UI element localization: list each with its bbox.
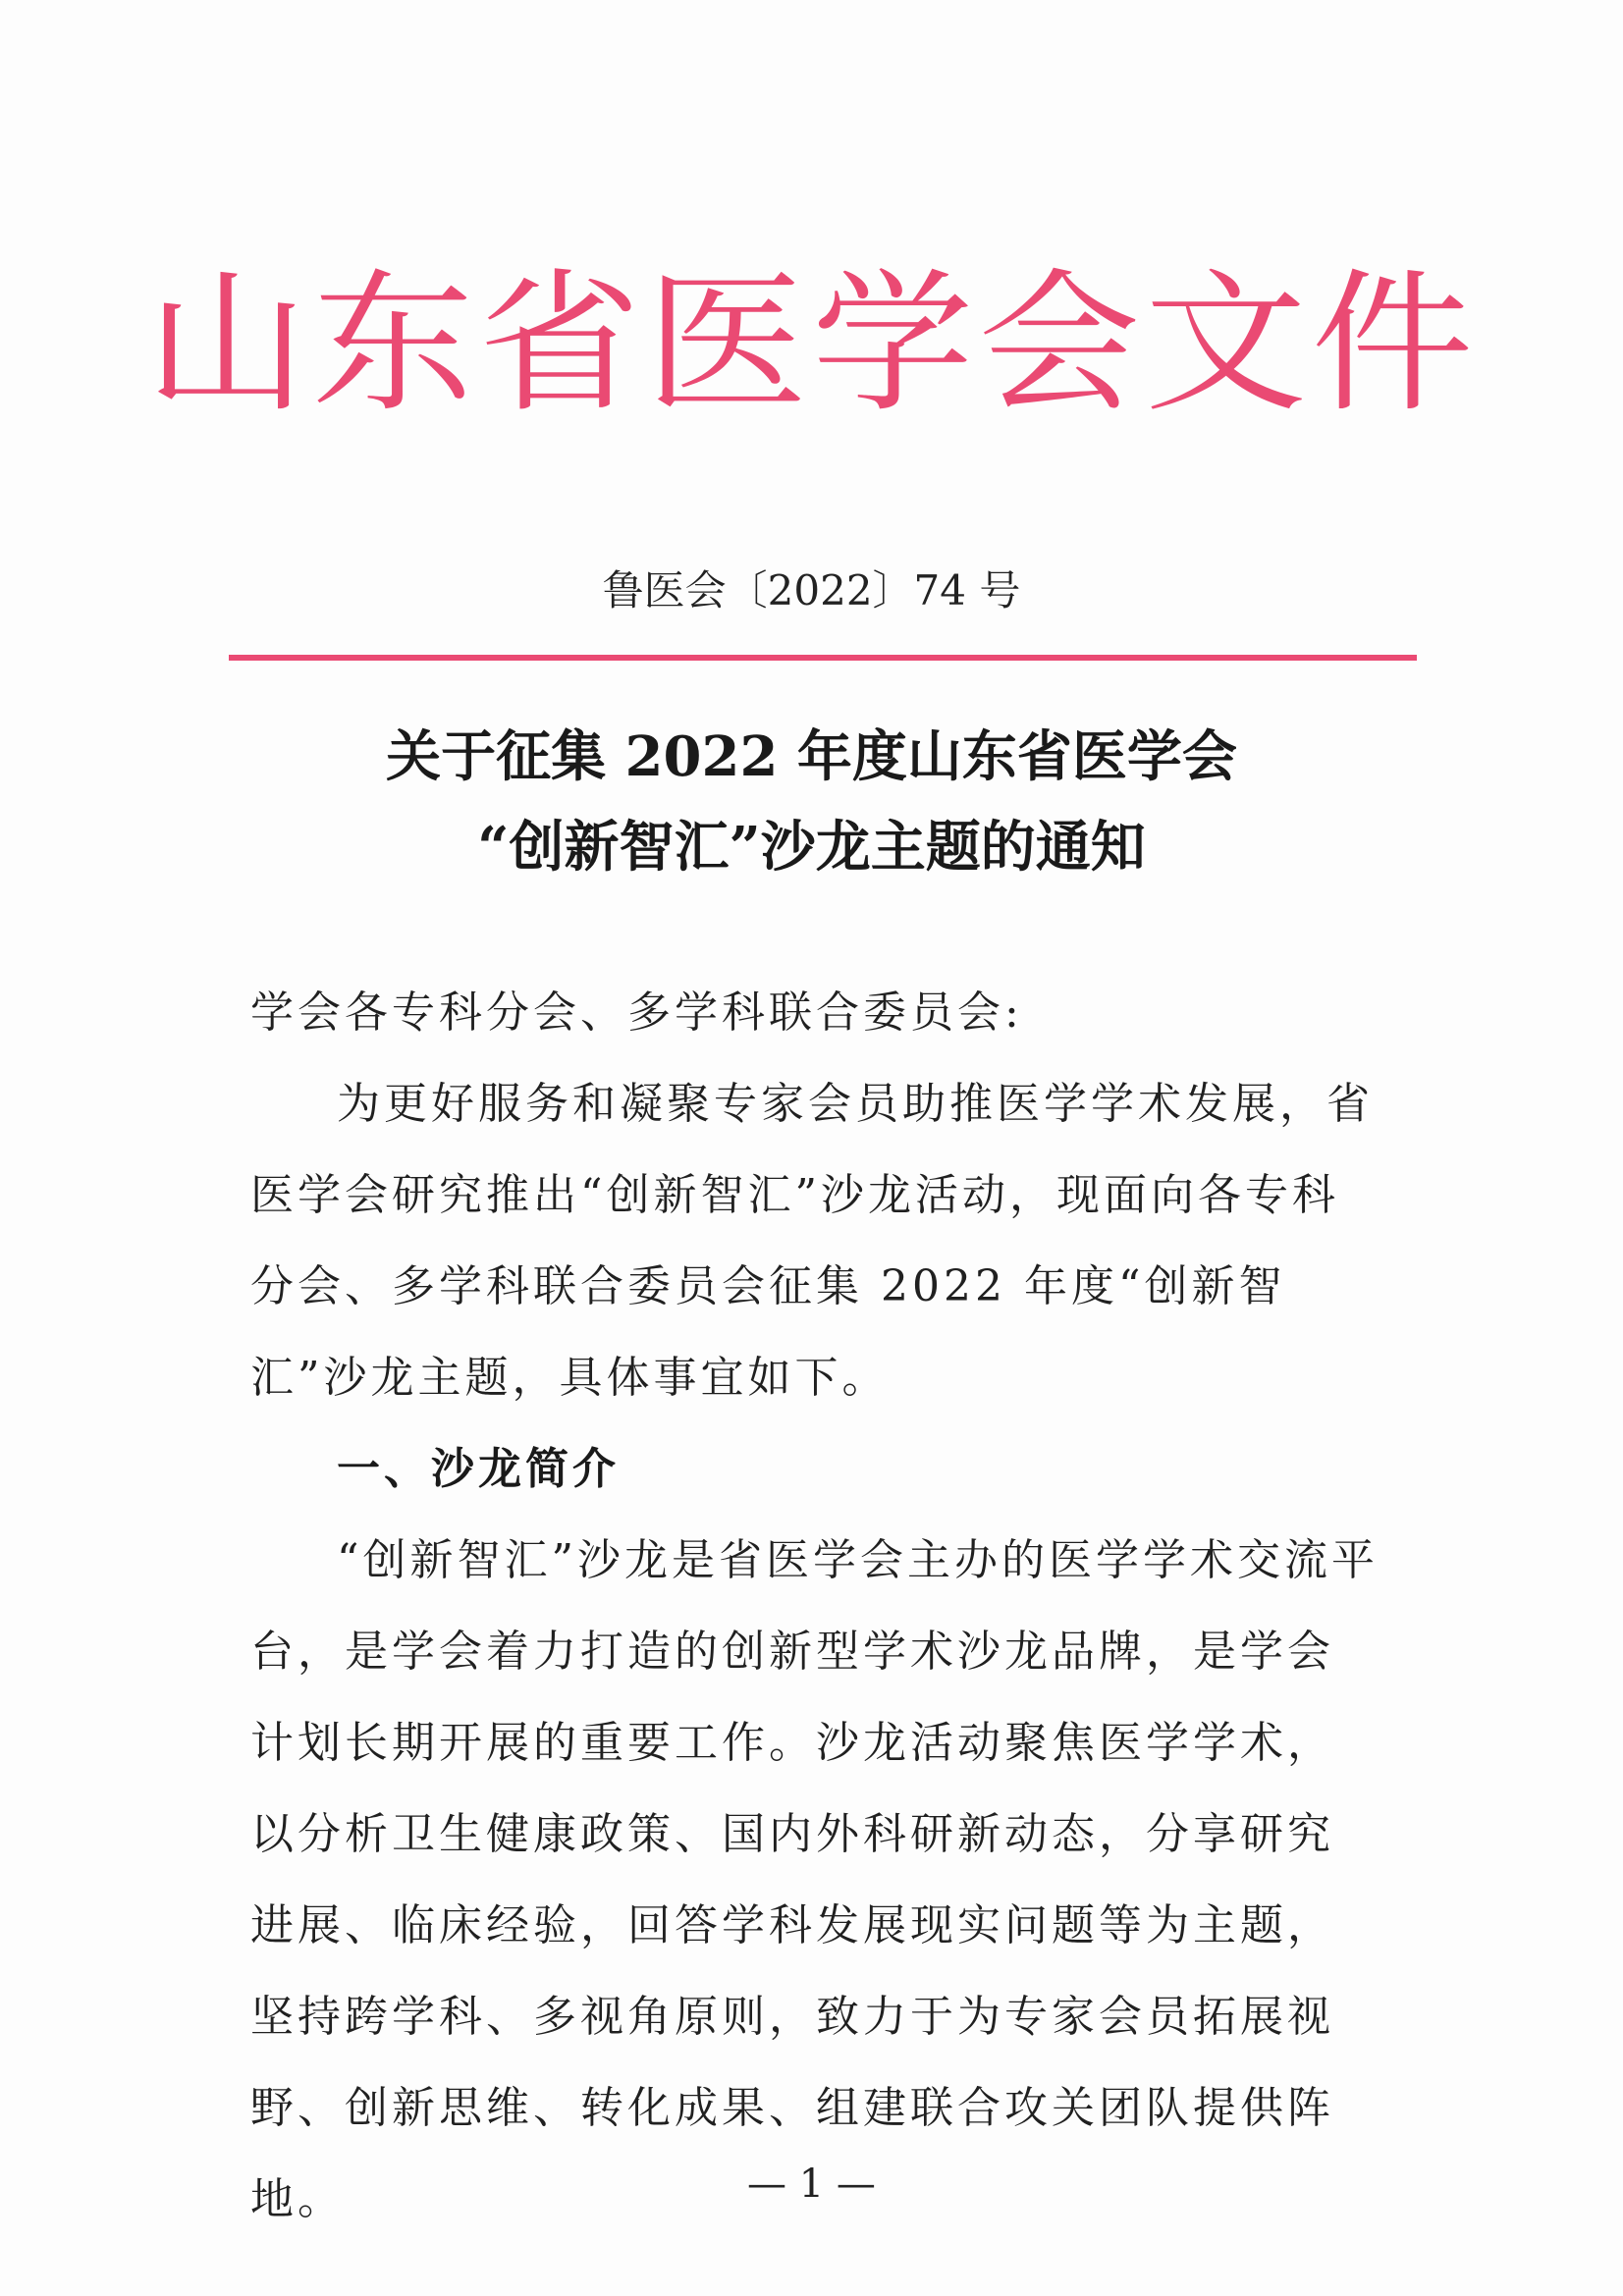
section-heading-salon-intro: 一、沙龙简介	[337, 1444, 620, 1494]
paragraph-intro: 为更好服务和凝聚专家会员助推医学学术发展，省医学会研究推出“创新智汇”沙龙活动，现面向各专科分会、多学科联合委员会征集 2022 年度“创新智汇”沙龙主题，具体事宜如下。	[250, 1079, 1374, 1403]
page-number: — 1 —	[747, 2162, 876, 2207]
notice-title-line1: 关于征集 2022 年度山东省医学会	[386, 724, 1237, 789]
notice-title-line2: “创新智汇”沙龙主题的通知	[477, 815, 1146, 880]
masthead-title: 山东省医学会文件	[145, 254, 1478, 433]
red-divider-line	[229, 655, 1417, 661]
salutation: 学会各专科分会、多学科联合委员会:	[250, 988, 1023, 1038]
document-number: 鲁医会〔2022〕74 号	[602, 566, 1021, 614]
paragraph-salon-intro: “创新智汇”沙龙是省医学会主办的医学学术交流平台，是学会着力打造的创新型学术沙龙品牌，是学会计划长期开展的重要工作。沙龙活动聚焦医学学术，以分析卫生健康政策、国内外科研新动态，分享研究进展、临床经验，回答学科发展现实问题等为主题，坚持跨学科、多视角原则，致力于为专家会员拓展视野、创新思维、转化成果、组建联合攻关团队提供阵地。	[250, 1535, 1379, 2224]
notice-title	[0, 712, 1623, 892]
